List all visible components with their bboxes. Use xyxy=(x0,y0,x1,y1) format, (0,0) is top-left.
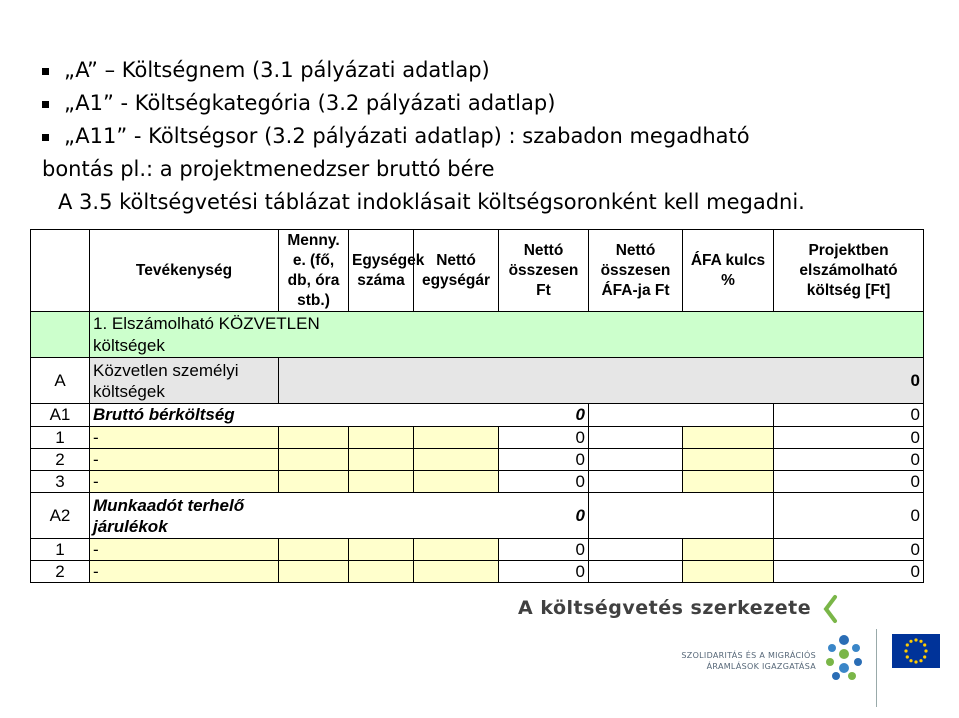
bullet-text: „A11” - Költségsor (3.2 pályázati adatlap) : szabadon megadható xyxy=(64,124,750,148)
header-net-total: Nettó összesen Ft xyxy=(499,230,589,312)
row-net: 0 xyxy=(499,493,589,539)
row-label: Bruttó bérköltség xyxy=(90,404,499,427)
vat-rate-input[interactable] xyxy=(683,427,774,449)
unit-price-input[interactable] xyxy=(414,427,499,449)
vat-rate-input[interactable] xyxy=(683,539,774,561)
table-row xyxy=(31,449,924,471)
row-label: Munkaadót terhelő járulékok xyxy=(90,493,499,539)
row-eligible: 0 xyxy=(774,471,924,493)
row-label[interactable]: - xyxy=(90,427,279,449)
org-line-1: SZOLIDARITÁS ÉS A MIGRÁCIÓS xyxy=(681,651,816,660)
table-row xyxy=(31,427,924,449)
row-code: A xyxy=(31,358,90,404)
count-input[interactable] xyxy=(349,561,414,583)
row-net: 0 xyxy=(499,471,589,493)
section-title: 1. Elszámolható KÖZVETLEN költségek xyxy=(90,312,924,358)
unit-input[interactable] xyxy=(279,427,349,449)
budget-table xyxy=(30,229,924,583)
row-label[interactable]: - xyxy=(90,449,279,471)
count-input[interactable] xyxy=(349,427,414,449)
table-row-a2 xyxy=(31,493,924,539)
bullet-list xyxy=(42,55,922,218)
unit-input[interactable] xyxy=(279,471,349,493)
row-label[interactable]: - xyxy=(90,561,279,583)
table-row-a xyxy=(31,358,924,404)
header-unit: Menny. e. (fő, db, óra stb.) xyxy=(279,230,349,312)
row-label[interactable]: - xyxy=(90,539,279,561)
bullet-continuation: bontás pl.: a projektmenedzser bruttó bére xyxy=(42,157,495,181)
row-net: 0 xyxy=(499,427,589,449)
solidarity-logo-icon xyxy=(818,632,870,684)
table-header-row xyxy=(31,230,924,312)
org-line-2: ÁRAMLÁSOK IGAZGATÁSA xyxy=(706,662,816,671)
note-text: A 3.5 költségvetési táblázat indoklásait költségsoronként kell megadni. xyxy=(58,190,805,214)
row-code: A1 xyxy=(31,404,90,427)
row-number: 3 xyxy=(31,471,90,493)
row-eligible: 0 xyxy=(774,427,924,449)
unit-input[interactable] xyxy=(279,539,349,561)
row-eligible: 0 xyxy=(774,539,924,561)
row-eligible: 0 xyxy=(774,561,924,583)
footer-title: A költségvetés szerkezete xyxy=(518,597,812,619)
section-row xyxy=(31,312,924,358)
bullet-square-icon xyxy=(42,134,49,141)
header-code xyxy=(31,230,90,312)
count-input[interactable] xyxy=(349,449,414,471)
unit-input[interactable] xyxy=(279,561,349,583)
header-vat-total: Nettó összesen ÁFA-ja Ft xyxy=(589,230,683,312)
row-number: 2 xyxy=(31,449,90,471)
table-row xyxy=(31,561,924,583)
header-unit-price: Nettó egységár xyxy=(414,230,499,312)
unit-price-input[interactable] xyxy=(414,561,499,583)
bullet-item-a11 xyxy=(42,121,922,152)
row-number: 2 xyxy=(31,561,90,583)
header-count: Egységek száma xyxy=(349,230,414,312)
table-row xyxy=(31,539,924,561)
row-label[interactable]: - xyxy=(90,471,279,493)
count-input[interactable] xyxy=(349,539,414,561)
bullet-square-icon xyxy=(42,101,49,108)
bullet-item-a1 xyxy=(42,88,922,119)
row-eligible: 0 xyxy=(774,404,924,427)
bullet-square-icon xyxy=(42,68,49,75)
row-eligible: 0 xyxy=(774,449,924,471)
table-row xyxy=(31,471,924,493)
unit-price-input[interactable] xyxy=(414,471,499,493)
row-net: 0 xyxy=(499,449,589,471)
row-number: 1 xyxy=(31,427,90,449)
row-number: 1 xyxy=(31,539,90,561)
row-eligible: 0 xyxy=(774,493,924,539)
row-label: Közvetlen személyi költségek xyxy=(90,358,279,404)
header-eligible: Projektben elszámolható költség [Ft] xyxy=(774,230,924,312)
row-code: A2 xyxy=(31,493,90,539)
vat-rate-input[interactable] xyxy=(683,449,774,471)
bullet-text: „A1” - Költségkategória (3.2 pályázati adatlap) xyxy=(64,91,556,115)
count-input[interactable] xyxy=(349,471,414,493)
header-activity: Tevékenység xyxy=(90,230,279,312)
eu-flag-icon xyxy=(892,634,940,668)
unit-input[interactable] xyxy=(279,449,349,471)
chevron-left-icon xyxy=(822,595,838,623)
org-name xyxy=(676,650,816,672)
row-value: 0 xyxy=(279,358,924,404)
bullet-item-a xyxy=(42,55,922,86)
row-net: 0 xyxy=(499,539,589,561)
bullet-text: „A” – Költségnem (3.1 pályázati adatlap) xyxy=(64,58,490,82)
vat-rate-input[interactable] xyxy=(683,471,774,493)
row-net: 0 xyxy=(499,404,589,427)
footer-divider xyxy=(876,629,877,707)
header-vat-rate: ÁFA kulcs % xyxy=(683,230,774,312)
vat-rate-input[interactable] xyxy=(683,561,774,583)
unit-price-input[interactable] xyxy=(414,449,499,471)
table-row-a1 xyxy=(31,404,924,427)
row-net: 0 xyxy=(499,561,589,583)
unit-price-input[interactable] xyxy=(414,539,499,561)
